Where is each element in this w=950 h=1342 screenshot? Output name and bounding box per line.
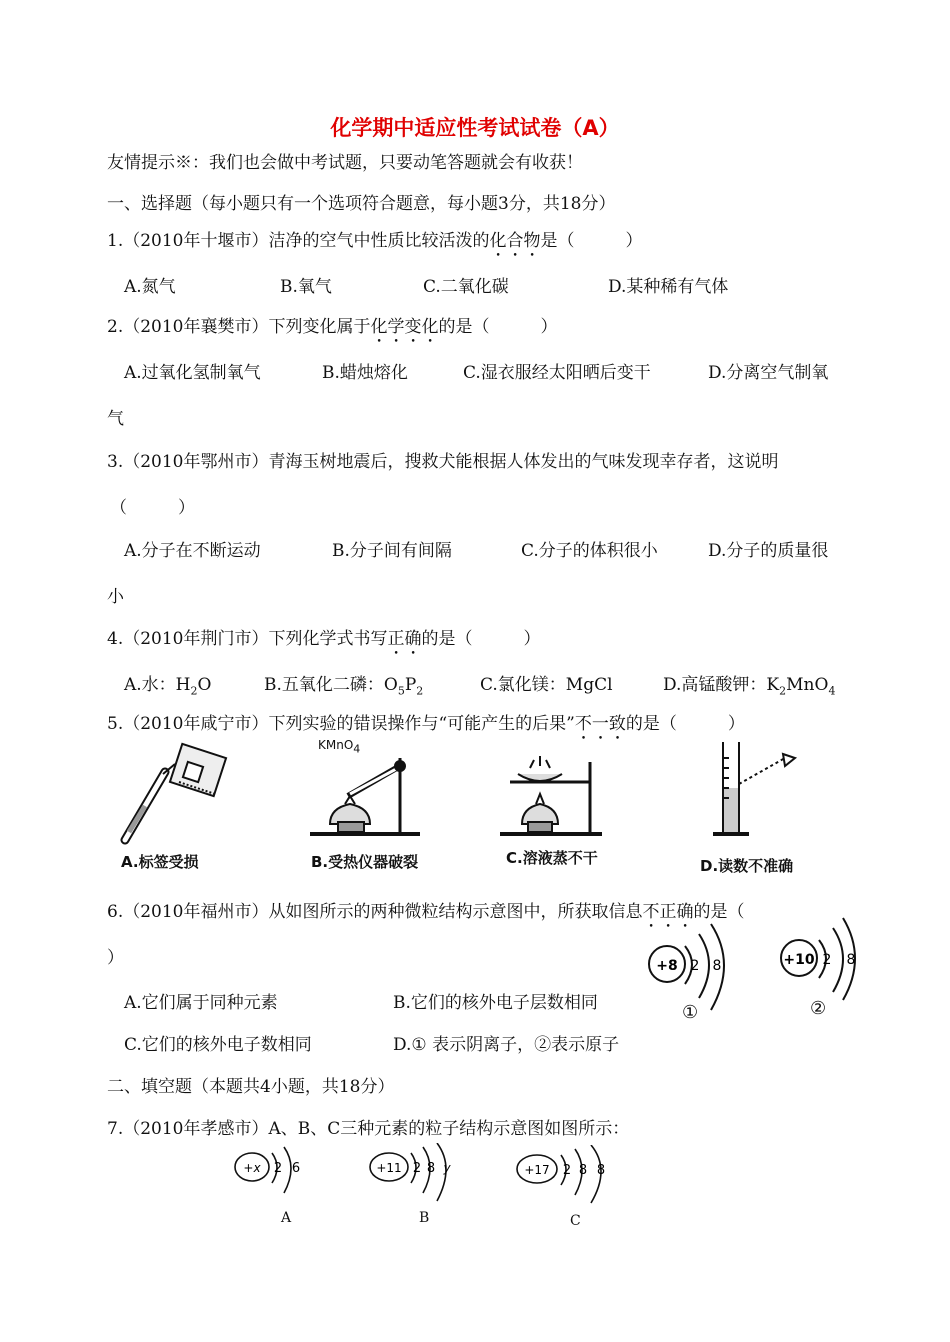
q7-atom-c-diagram bbox=[513, 1145, 633, 1207]
q4-a-text: A.水：H bbox=[124, 675, 191, 695]
question-1 bbox=[107, 226, 642, 261]
figure-b-label: B.受热仪器破裂 bbox=[311, 853, 419, 871]
q1-option-d: D.某种稀有气体 bbox=[608, 277, 729, 297]
q6-atom-2-nucleus: +10 bbox=[783, 952, 815, 968]
q3-option-c: C.分子的体积很小 bbox=[521, 541, 658, 561]
q6-stem-pre: 6.（2010年福州市）从如图所示的两种微粒结构示意图中，所获取信息 bbox=[107, 902, 643, 922]
q7-atom-c-shell-3: 8 bbox=[596, 1163, 606, 1178]
q7-atom-a-nucleus: +x bbox=[243, 1161, 261, 1175]
q1-emphasis: 化合物 bbox=[489, 231, 541, 251]
q3-answer-paren: （ ） bbox=[110, 498, 195, 518]
q6-atom-2-shell-2: 8 bbox=[846, 952, 856, 968]
figure-a-pouring bbox=[115, 742, 230, 852]
q4-b-mid: P bbox=[404, 675, 417, 695]
question-4 bbox=[107, 624, 540, 659]
q6-paren-wrap: ） bbox=[107, 948, 124, 968]
q2-stem-post: 的是（ ） bbox=[438, 317, 558, 337]
friendly-tip: 友情提示※：我们也会做中考试题，只要动笔答题就会有收获！ bbox=[107, 153, 583, 173]
question-3: 3.（2010年鄂州市）青海玉树地震后，搜救犬能根据人体发出的气味发现幸存者，这说明 bbox=[107, 452, 779, 472]
q4-option-c: C.氯化镁：MgCl bbox=[480, 675, 613, 695]
q6-option-d: D.① 表示阴离子，②表示原子 bbox=[393, 1035, 620, 1055]
kmno4-label bbox=[318, 738, 360, 755]
q1-stem-post: 是（ ） bbox=[540, 231, 643, 251]
q4-d-mid: MnO bbox=[786, 675, 829, 695]
q7-atom-c-shell-2: 8 bbox=[578, 1163, 588, 1178]
q6-atom-1-nucleus: +8 bbox=[656, 958, 678, 974]
figure-d-label: D.读数不准确 bbox=[700, 857, 794, 875]
question-7: 7.（2010年孝感市）A、B、C三种元素的粒子结构示意图如图所示： bbox=[107, 1119, 630, 1139]
figure-c-evaporation bbox=[490, 742, 610, 842]
q4-d-text: D.高锰酸钾：K bbox=[663, 675, 780, 695]
kmno4-text: KMnO bbox=[318, 738, 354, 752]
q7-atom-c-nucleus: +17 bbox=[524, 1163, 550, 1177]
q7-atom-c-shell-1: 2 bbox=[562, 1163, 572, 1178]
q2-option-a: A.过氧化氢制氧气 bbox=[124, 363, 261, 383]
section-fill-heading: 二、填空题（本题共4小题，共18分） bbox=[107, 1077, 395, 1097]
q2-option-d-wrap: 气 bbox=[107, 409, 124, 429]
q6-atom-2-shell-1: 2 bbox=[822, 952, 832, 968]
q4-emphasis: 正确 bbox=[387, 629, 422, 649]
q6-option-c: C.它们的核外电子数相同 bbox=[124, 1035, 312, 1055]
q4-d-sub2: 4 bbox=[828, 684, 836, 698]
q5-emphasis: 不一致 bbox=[574, 714, 626, 734]
q6-atom-1-shell-1: 2 bbox=[690, 958, 700, 974]
q2-option-b: B.蜡烛熔化 bbox=[322, 363, 408, 383]
figure-c-label: C.溶液蒸不干 bbox=[506, 849, 598, 867]
q3-option-a: A.分子在不断运动 bbox=[124, 541, 261, 561]
q6-atom-1-label: ① bbox=[682, 1002, 699, 1023]
q1-option-c: C.二氧化碳 bbox=[423, 277, 509, 297]
q7-atom-b-shell-2: 8 bbox=[426, 1161, 436, 1176]
q7-atom-c-label: C bbox=[570, 1213, 581, 1229]
q6-option-b: B.它们的核外电子层数相同 bbox=[393, 993, 598, 1013]
q7-atom-b-nucleus: +11 bbox=[376, 1161, 402, 1175]
q7-atom-a-diagram bbox=[232, 1143, 312, 1205]
q4-option-b bbox=[264, 670, 423, 697]
q3-option-d: D.分子的质量很 bbox=[708, 541, 829, 561]
q4-option-d bbox=[663, 670, 835, 697]
q4-b-sub2: 2 bbox=[416, 684, 424, 698]
q2-stem-pre: 2.（2010年襄樊市）下列变化属于 bbox=[107, 317, 371, 337]
q4-b-sub1: 5 bbox=[397, 684, 405, 698]
q4-b-text: B.五氧化二磷：O bbox=[264, 675, 398, 695]
page-title: 化学期中适应性考试试卷（A） bbox=[330, 116, 620, 140]
q1-stem-pre: 1.（2010年十堰市）洁净的空气中性质比较活泼的 bbox=[107, 231, 490, 251]
q4-option-a bbox=[124, 670, 211, 697]
q7-atom-b-diagram bbox=[367, 1143, 477, 1205]
q4-stem-post: 的是（ ） bbox=[421, 629, 541, 649]
q4-d-sub1: 2 bbox=[779, 684, 787, 698]
q6-atom-2-diagram bbox=[775, 912, 865, 1004]
q5-stem-post: 的是（ ） bbox=[625, 714, 745, 734]
q7-atom-b-label: B bbox=[419, 1210, 430, 1226]
q1-option-b: B.氧气 bbox=[280, 277, 332, 297]
q6-atom-2-label: ② bbox=[810, 998, 827, 1019]
q2-option-c: C.湿衣服经太阳晒后变干 bbox=[463, 363, 651, 383]
q6-atom-1-shell-2: 8 bbox=[712, 958, 722, 974]
q2-option-d: D.分离空气制氧 bbox=[708, 363, 829, 383]
question-2 bbox=[107, 312, 557, 347]
figure-a-label: A.标签受损 bbox=[121, 853, 199, 871]
q6-option-a: A.它们属于同种元素 bbox=[124, 993, 278, 1013]
q1-option-a: A.氮气 bbox=[124, 277, 176, 297]
q7-atom-a-shell-1: 2 bbox=[273, 1161, 283, 1176]
q7-atom-b-shell-3: y bbox=[443, 1161, 451, 1175]
q5-stem-pre: 5.（2010年咸宁市）下列实验的错误操作与“可能产生的后果” bbox=[107, 714, 575, 734]
q7-atom-b-shell-1: 2 bbox=[412, 1161, 422, 1176]
q7-atom-a-label: A bbox=[281, 1210, 292, 1226]
q2-emphasis: 化学变化 bbox=[370, 317, 439, 337]
q6-emphasis: 不正确 bbox=[642, 902, 694, 922]
q3-option-b: B.分子间有间隔 bbox=[332, 541, 452, 561]
kmno4-sub: 4 bbox=[353, 742, 361, 756]
q3-option-d-wrap: 小 bbox=[107, 587, 124, 607]
section-choice-heading: 一、选择题（每小题只有一个选项符合题意，每小题3分，共18分） bbox=[107, 194, 616, 214]
q7-atom-a-shell-2: 6 bbox=[291, 1161, 301, 1176]
figure-d-cylinder bbox=[705, 738, 805, 840]
q4-a-tail: O bbox=[197, 675, 212, 695]
q6-stem-post: 的是（ bbox=[693, 902, 745, 922]
q4-a-sub: 2 bbox=[190, 684, 198, 698]
q4-stem-pre: 4.（2010年荆门市）下列化学式书写 bbox=[107, 629, 388, 649]
